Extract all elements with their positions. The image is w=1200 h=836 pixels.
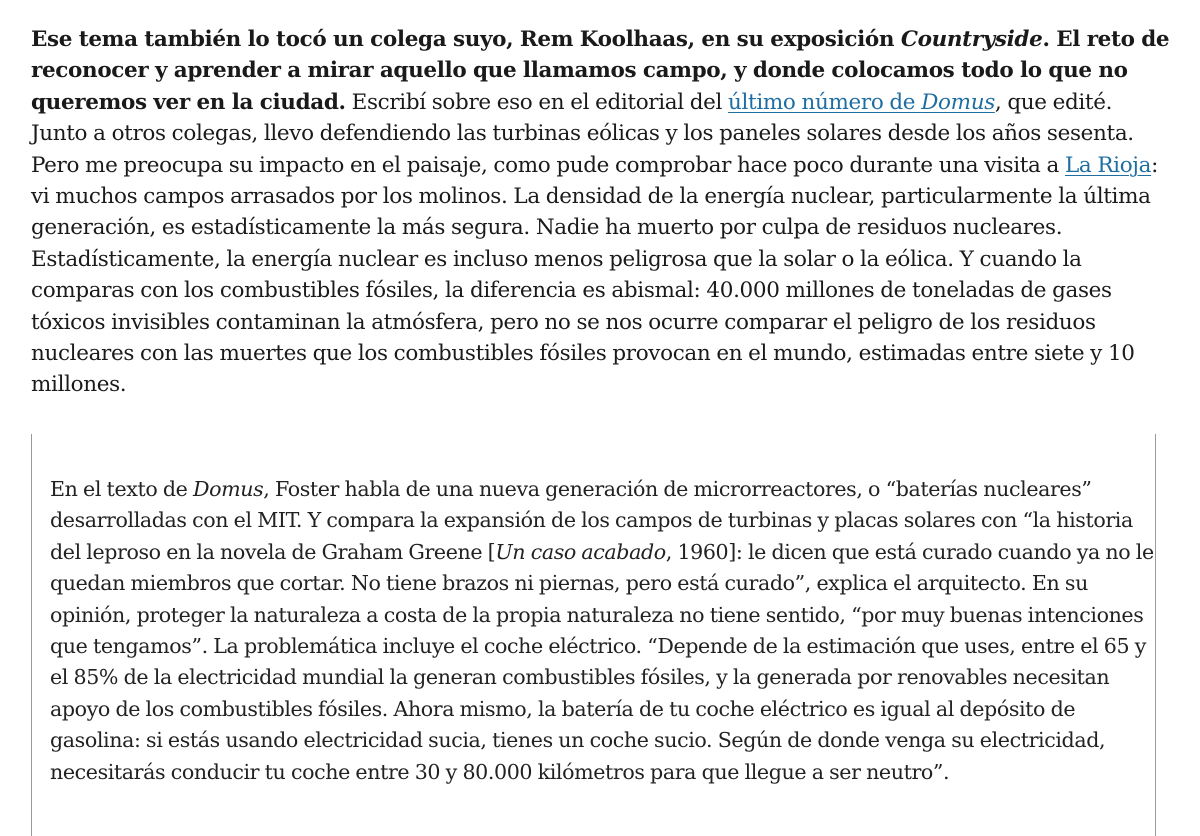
article-body (31, 24, 1171, 401)
quote-text-part-2: , Foster habla de una nueva generación de microrreactores, o “baterías nucleares” desarrolladas con el MIT. Y compara la expansión de los campos de turbinas y placas solares con “la historia del leproso en la novela de Graham Greene [ (50, 477, 1133, 564)
lead-text-part-2: . El reto de reconocer y aprender a mirar aquello que llamamos campo, y donde colocamos todo lo que no queremos ver en la ciudad. (31, 27, 1170, 115)
domus-link-text: último número de (728, 89, 922, 115)
exhibition-title: Countryside (900, 27, 1043, 52)
body-text-part-1: Escribí sobre eso en el editorial del (345, 89, 729, 115)
quote-book-title: Un caso acabado (495, 539, 666, 564)
domus-link-italic: Domus (921, 89, 995, 115)
body-text-part-3: : vi muchos campos arrasados por los molinos. La densidad de la energía nuclear, particularmente la última generación, es estadísticamente la más segura. Nadie ha muerto por culpa de residuos nucleares. Estadísticamente, la energía nuclear es incluso menos peligrosa que la solar o la eólica. Y cuando la comparas con los combustibles fósiles, la diferencia es abismal: 40.000 millones de toneladas de gases tóxicos invisibles contaminan la atmósfera, pero no se nos ocurre comparar el peligro de los residuos nucleares con las muertes que los combustibles fósiles provocan en el mundo, estimadas entre siete y 10 millones. (31, 152, 1158, 398)
quote-domus-italic: Domus (192, 477, 264, 501)
quote-text-part-1: En el texto de (50, 477, 193, 501)
la-rioja-link[interactable]: La Rioja (1064, 152, 1152, 178)
quote-block (31, 434, 1156, 836)
quote-paragraph (50, 474, 1155, 788)
domus-editorial-link[interactable] (728, 90, 995, 115)
main-paragraph (31, 24, 1171, 401)
lead-text-part-1: Ese tema también lo tocó un colega suyo, Rem Koolhaas, en su exposición (31, 27, 901, 52)
quote-text-part-3: , 1960]: le dicen que está curado cuando ya no le quedan miembros que cortar. No tiene brazos ni piernas, pero está curado”, explica el arquitecto. En su opinión, proteger la naturaleza a costa de la propia naturaleza no tiene sentido, “por muy buenas intenciones que tengamos”. La problemática incluye el coche eléctrico. “Depende de la estimación que uses, entre el 65 y el 85% de la electricidad mundial la generan combustibles fósiles, y la generada por renovables necesitan apoyo de los combustibles fósiles. Ahora mismo, la batería de tu coche eléctrico es igual al depósito de gasolina: si estás usando electricidad sucia, tienes un coche sucio. Según de donde venga su electricidad, necesitarás conducir tu coche entre 30 y 80.000 kilómetros para que llegue a ser neutro”. (50, 539, 1154, 784)
body-text-part-2: , que edité. Junto a otros colegas, llevo defendiendo las turbinas eólicas y los paneles solares desde los años sesenta. Pero me preocupa su impacto en el paisaje, como pude comprobar hace poco durante una visita a (31, 89, 1134, 178)
